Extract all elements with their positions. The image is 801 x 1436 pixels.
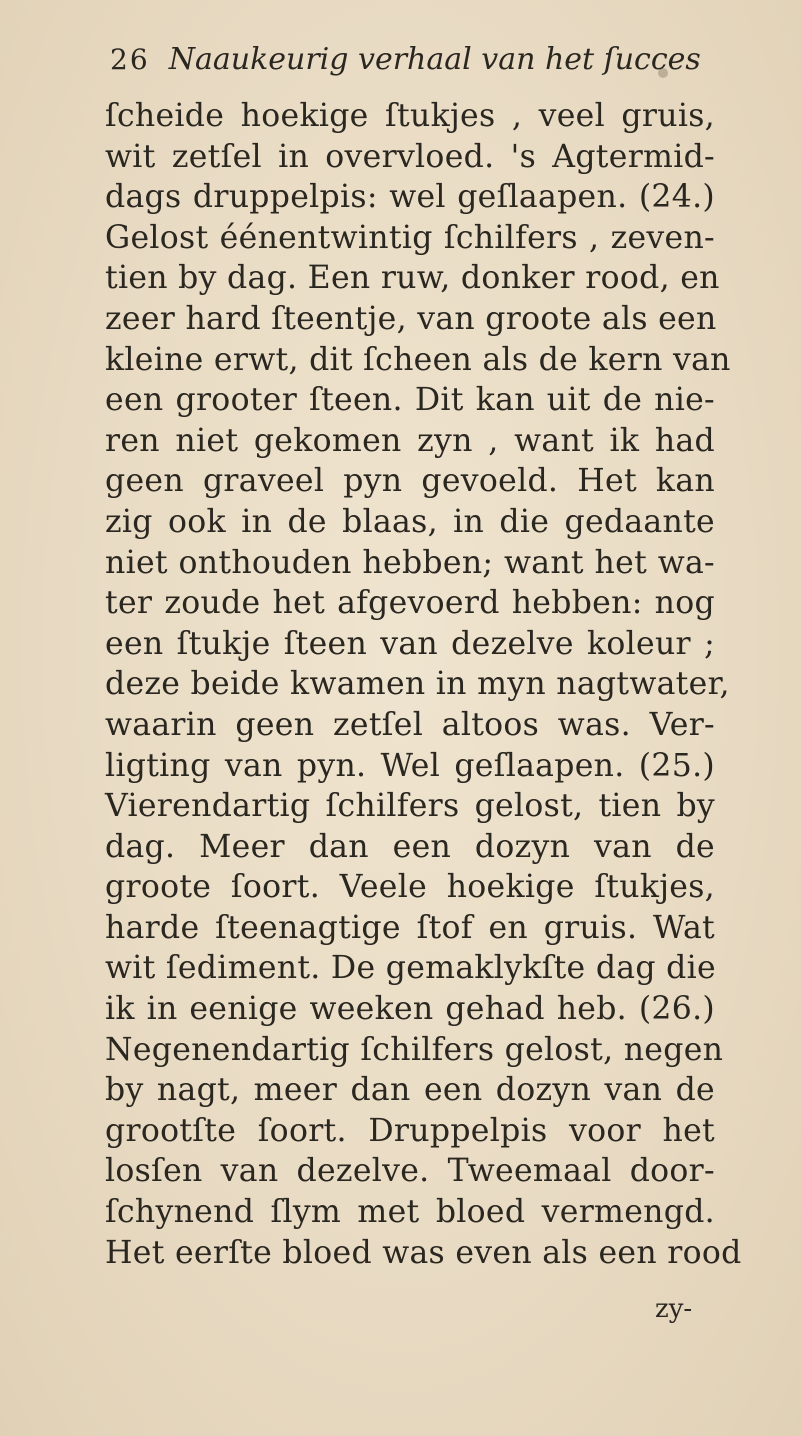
text-line: losſen van dezelve. Tweemaal door- (105, 1153, 715, 1190)
text-line: kleine erwt, dit ſcheen als de kern van (105, 341, 731, 378)
page-header (110, 42, 750, 86)
text-line: dags druppelpis: wel geſlaapen. (24.) (105, 179, 715, 216)
text-line: waarin geen zetſel altoos was. Ver- (105, 706, 715, 743)
text-line: Negenendartig ſchilfers gelost, negen (105, 1031, 724, 1068)
text-line: zeer hard ſteentje, van groote als een (105, 300, 717, 337)
text-line: ren niet gekomen zyn , want ik had (105, 422, 715, 459)
text-line: Gelost éénentwintig ſchilfers , zeven- (105, 219, 715, 256)
text-line: zig ook in de blaas, in die gedaante (105, 503, 715, 540)
text-line: een ſtukje ſteen van dezelve koleur ; (105, 625, 715, 662)
catchword: zy- (655, 1294, 693, 1324)
text-line: dag. Meer dan een dozyn van de (105, 828, 715, 865)
text-line: niet onthouden hebben; want het wa- (105, 544, 715, 581)
text-line: ik in eenige weeken gehad heb. (26.) (105, 991, 715, 1028)
text-line: ter zoude het afgevoerd hebben: nog (105, 585, 715, 622)
text-line: Vierendartig ſchilfers gelost, tien by (105, 788, 715, 825)
text-line: ſcheide hoekige ſtukjes , veel gruis, (105, 98, 715, 134)
text-line: een grooter ſteen. Dit kan uit de nie- (105, 382, 715, 419)
text-line: harde ſteenagtige ſtof en gruis. Wat (105, 909, 715, 946)
text-line: deze beide kwamen in myn nagtwater, (105, 666, 730, 703)
text-line: wit zetſel in overvloed. 's Agtermid- (105, 138, 715, 175)
text-line: ligting van pyn. Wel geſlaapen. (25.) (105, 747, 715, 784)
page-number: 26 (110, 43, 150, 76)
text-line: tien by dag. Een ruw, donker rood, en (105, 260, 720, 297)
text-line: Het eerſte bloed was even als een rood (105, 1234, 742, 1271)
text-line: grootſte ſoort. Druppelpis voor het (105, 1112, 715, 1149)
text-line: geen graveel pyn gevoeld. Het kan (105, 463, 715, 500)
text-line: groote ſoort. Veele hoekige ſtukjes, (105, 869, 715, 906)
text-line: ſchynend ſlym met bloed vermengd. (105, 1194, 715, 1231)
body-text (105, 96, 742, 1273)
running-title: Naaukeurig verhaal van het ſucces (168, 42, 701, 77)
text-line: by nagt, meer dan een dozyn van de (105, 1072, 715, 1109)
text-line: wit ſediment. De gemaklykſte dag die (105, 950, 716, 987)
